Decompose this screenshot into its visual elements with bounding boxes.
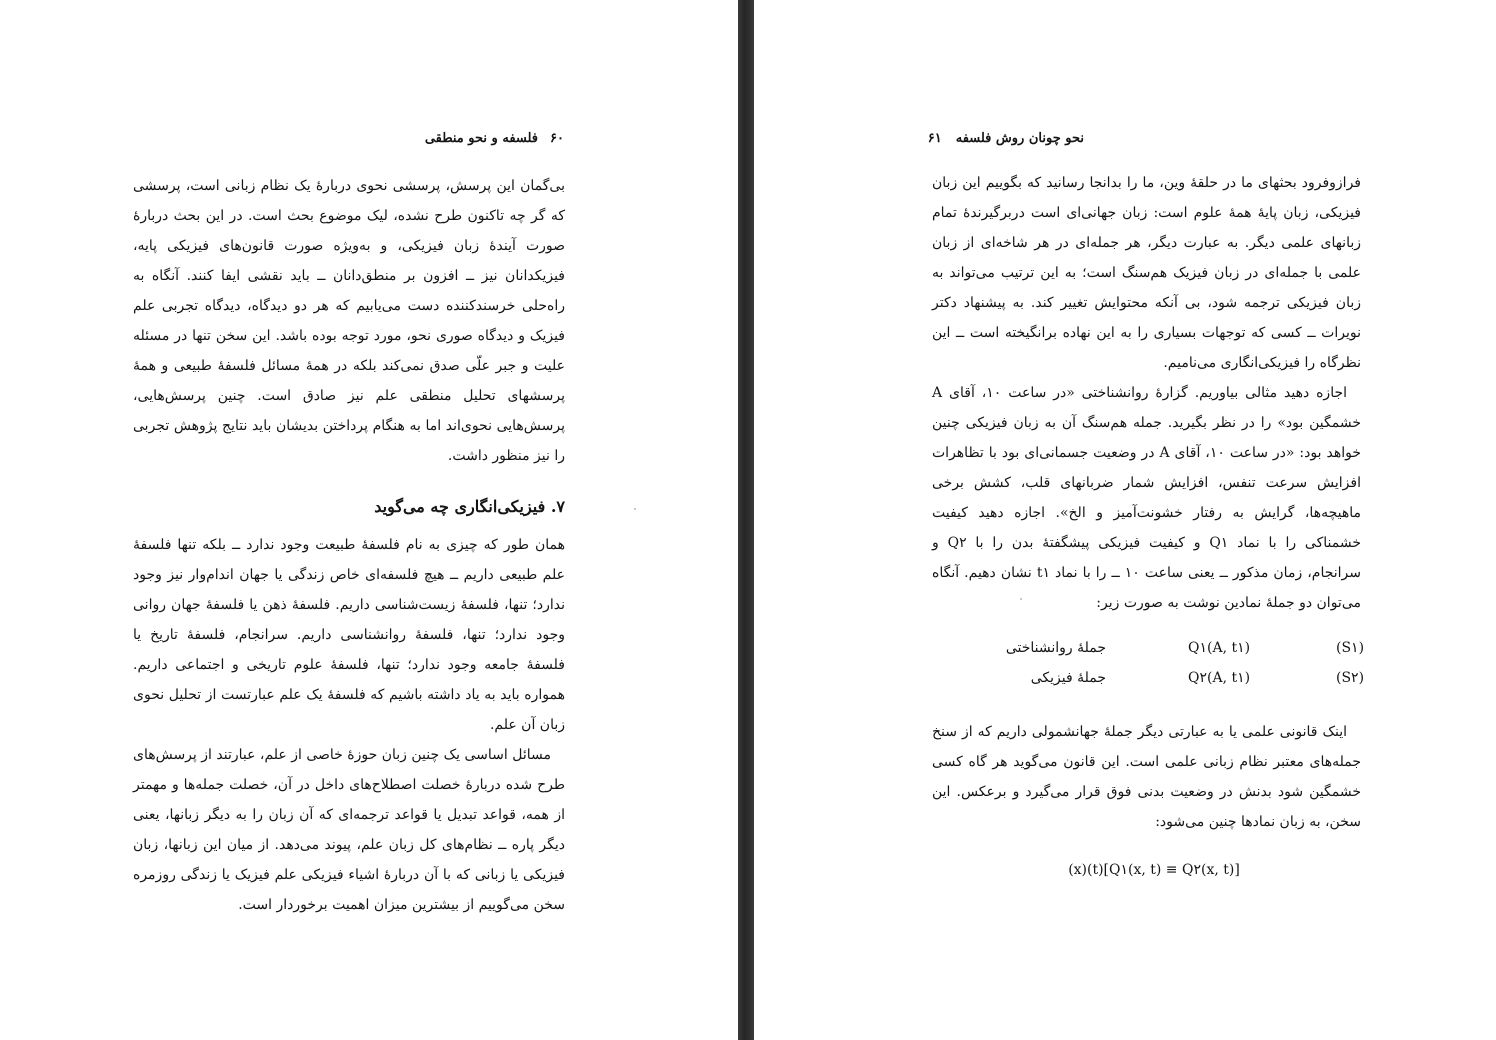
left-page-number: ۶۰ [550,131,564,146]
right-page [754,0,1496,1040]
left-section-text [133,530,565,920]
scan-speck [634,508,636,510]
formula-description: جملهٔ فیزیکی [1030,670,1106,686]
right-running-title: نحو چونان روش فلسفه [955,131,1084,146]
law-formula: (x)(t)[Q۱(x, t) ≡ Q۲(x, t)] [1068,862,1240,878]
right-paragraph-1: فرازوفرود بحثهای ما در حلقهٔ وین، ما را بدانجا رسانید که بگوییم این زبان فیزیکی، زبان پایهٔ همهٔ علوم است: زبان جهانی‌ای است دربرگیرندهٔ تمام زبانهای علمی دیگر. به عبارت دیگر، هر جمله‌ای در هر شاخه‌ای از زبان علمی با جمله‌ای در زبان فیزیک هم‌سنگ است؛ به این ترتیب می‌تواند به زبان فیزیکی ترجمه شود، بی آنکه محتوایش تغییر کند. به پیشنهاد دکتر نویرات ــ کسی که توجهات بسیاری را به این نهاده برانگیخته است ــ این نظرگاه را فیزیکی‌انگاری می‌نامیم. [932,175,1361,371]
left-running-header [424,131,564,146]
left-page [0,0,738,1040]
right-running-header [927,131,1084,146]
formula-label: (S۱) [1336,640,1365,656]
formula-description: جملهٔ روانشناختی [1005,640,1106,656]
left-intro-text [133,171,565,471]
formula-table [998,640,1365,700]
scan-speck [1020,598,1022,600]
formula-row-s1 [998,640,1365,670]
left-section-paragraph-2: مسائل اساسی یک چنین زبان حوزهٔ خاصی از علم، عبارتند از پرسش‌های طرح شده دربارهٔ خصلت اصطلاح‌های داخل در آن، خصلت جمله‌ها و مهمتر از همه، قواعد تبدیل یا قواعد ترجمه‌ای که آن زبان را به دیگر زبانها، یعنی دیگر پاره ــ نظام‌های کل زبان علم، پیوند می‌دهد. از میان این زبانها، زبان فیزیکی یا زبانی که با آن دربارهٔ اشیاء فیزیکی علم فیزیک یا زندگی روزمره سخن می‌گوییم از بیشترین میزان اهمیت برخوردار است. [133,747,565,913]
formula-expression: Q۱(A, t۱) [1188,640,1251,656]
right-paragraph-2: اجازه دهید مثالی بیاوریم. گزارهٔ روانشناختی «در ساعت ۱۰، آقای A خشمگین بود» را در نظر بگیرید. جمله هم‌سنگ آن به زبان فیزیکی چنین خواهد بود: «در ساعت ۱۰، آقای A در وضعیت جسمانی‌ای بود با تظاهرات افزایش سرعت تنفس، افزایش شمار ضربانهای قلب، کشش برخی ماهیچه‌ها، گرایش به رفتار خشونت‌آمیز و الخ». اجازه دهید کیفیت خشمناکی را با نماد Q۱ و کیفیت فیزیکی پیشگفتهٔ بدن را با Q۲ و سرانجام، زمان مذکور ــ یعنی ساعت ۱۰ ــ را با نماد t۱ نشان دهیم. آنگاه می‌توان دو جملهٔ نمادین نوشت به صورت زیر: [932,385,1361,611]
right-closing-text [932,717,1361,837]
right-page-number: ۶۱ [927,131,942,146]
formula-expression: Q۲(A, t۱) [1188,670,1251,686]
section-heading: ۷. فیزیکی‌انگاری چه می‌گوید [374,497,565,516]
formula-label: (S۲) [1336,670,1365,686]
right-main-text [932,168,1361,618]
left-section-paragraph-1: همان طور که چیزی به نام فلسفهٔ طبیعت وجود ندارد ــ بلکه تنها فلسفهٔ علم طبیعی داریم ــ هیچ فلسفه‌ای خاص زندگی یا جهان اندام‌وار نیز وجود ندارد؛ تنها، فلسفهٔ زیست‌شناسی داریم. فلسفهٔ ذهن یا فلسفهٔ جهان روانی وجود ندارد؛ تنها، فلسفهٔ روانشناسی داریم. سرانجام، فلسفهٔ تاریخ یا فلسفهٔ جامعه وجود ندارد؛ تنها، فلسفهٔ علوم تاریخی و اجتماعی داریم. همواره باید به یاد داشته باشیم که فلسفهٔ یک علم عبارتست از تحلیل نحوی زبان آن علم. [133,537,565,733]
right-closing-paragraph: اینک قانونی علمی یا به عبارتی دیگر جملهٔ جهانشمولی داریم که از سنخ جمله‌های معتبر نظام زبانی علمی است. این قانون می‌گوید هر گاه کسی خشمگین شود بدنش در وضعیت بدنی فوق قرار می‌گیرد و برعکس. این سخن، به زبان نمادها چنین می‌شود: [932,724,1362,830]
left-running-title: فلسفه و نحو منطقی [424,131,539,146]
formula-row-s2 [998,670,1365,700]
book-gutter [738,0,754,1040]
left-paragraph-1: بی‌گمان این پرسش، پرسشی نحوی دربارهٔ یک نظام زبانی است، پرسشی که گر چه تاکنون طرح نشده، لیک موضوع بحث است. در این بحث دربارهٔ صورت آیندهٔ زبان فیزیکی، و به‌ویژه صورت قانون‌های فیزیکی پایه، فیزیکدانان نیز ــ افزون بر منطق‌دانان ــ باید نقشی ایفا کنند. آنگاه به راه‌حلی خرسندکننده دست می‌یابیم که هر دو دیدگاه، دیدگاه تجربی علم فیزیک و دیدگاه صوری نحو، مورد توجه بوده باشد. این سخن تنها در مسئله علیت و جبر علّی صدق نمی‌کند بلکه در همهٔ مسائل فلسفهٔ طبیعی و همهٔ پرسشهای تحلیل منطقی علم نیز صادق است. چنین پرسش‌هایی، پرسش‌هایی نحوی‌اند اما به هنگام پرداختن بدیشان باید نتایج پژوهش تجربی را نیز منظور داشت. [133,178,565,464]
